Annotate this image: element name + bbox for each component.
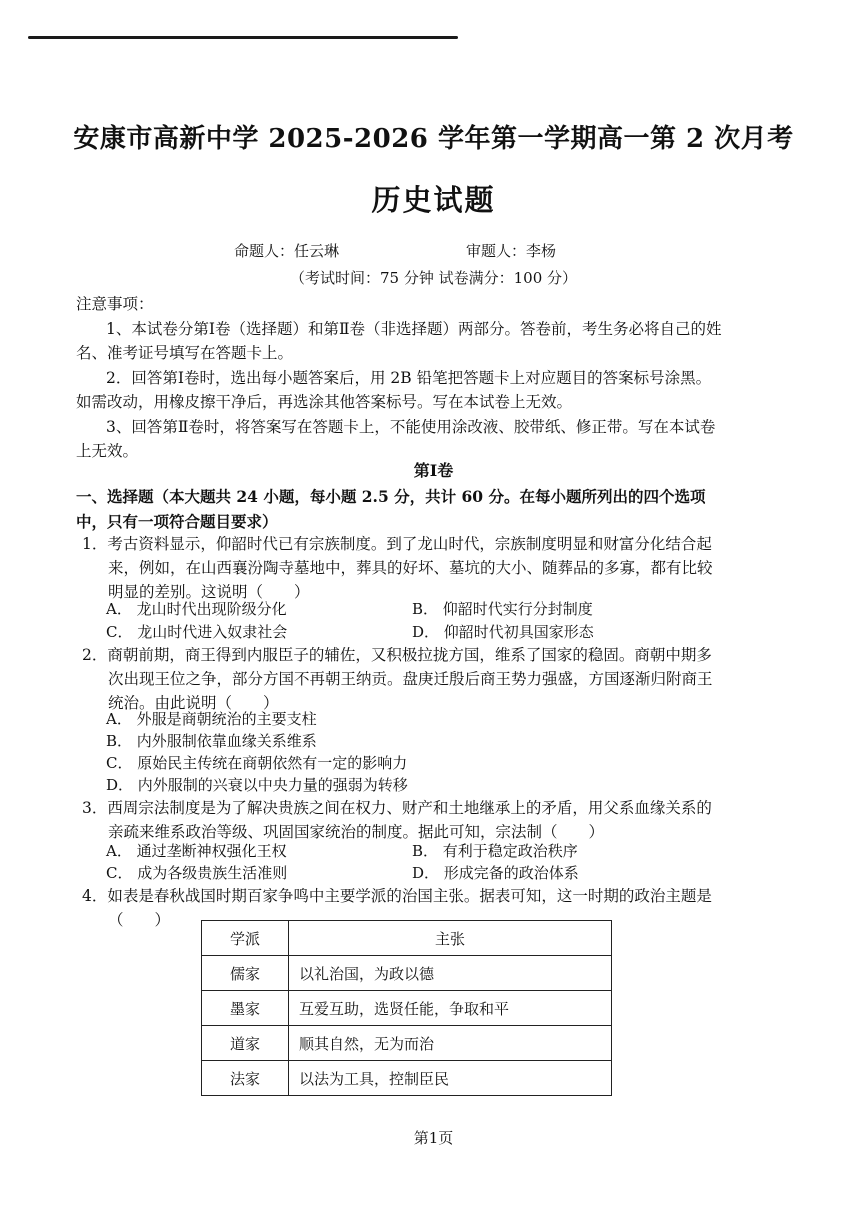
question-4-stem: 4．如表是春秋战国时期百家争鸣中主要学派的治国主张。据表可知，这一时期的政治主题是（ ） xyxy=(82,887,712,929)
exam-title: 安康市高新中学 2025-2026 学年第一学期高一第 2 次月考 xyxy=(73,124,794,154)
question-3-option-a: A． 通过垄断神权强化王权 xyxy=(106,842,287,860)
table-cell-school: 墨家 xyxy=(202,991,289,1026)
exam-info: （考试时间：75 分钟 试卷满分：100 分） xyxy=(289,269,578,287)
page-number: 第1页 xyxy=(413,1129,454,1147)
part-title: 第Ⅰ卷 xyxy=(413,461,454,480)
table-cell-claim: 以礼治国，为政以德 xyxy=(289,956,612,991)
notes-item-1: 1、本试卷分第Ⅰ卷（选择题）和第Ⅱ卷（非选择题）两部分。答卷前，考生务必将自己的姓名、准考证号填写在答题卡上。 xyxy=(76,319,722,362)
question-2 xyxy=(82,643,722,715)
section-heading: 一、选择题（本大题共 24 小题，每小题 2.5 分，共计 60 分。在每小题所列出的四个选项中，只有一项符合题目要求） xyxy=(76,487,706,531)
table-row xyxy=(202,991,612,1026)
table-cell-school: 道家 xyxy=(202,1026,289,1061)
question-1-stem: 1．考古资料显示，仰韶时代已有宗族制度。到了龙山时代，宗族制度明显和财富分化结合起来，例如，在山西襄汾陶寺墓地中，葬具的好坏、墓坑的大小、随葬品的多寡，都有比较明显的差别。这说明（ ） xyxy=(82,535,713,601)
author-text: 命题人：任云琳 xyxy=(234,242,340,260)
question-2-option-c: C． 原始民主传统在商朝依然有一定的影响力 xyxy=(106,754,408,772)
question-1-option-c: C． 龙山时代进入奴隶社会 xyxy=(106,623,288,641)
question-1-option-a: A． 龙山时代出现阶级分化 xyxy=(106,600,287,618)
question-3-option-c: C． 成为各级贵族生活准则 xyxy=(106,864,288,882)
table-cell-claim: 以法为工具，控制臣民 xyxy=(289,1061,612,1096)
table-cell-claim: 顺其自然，无为而治 xyxy=(289,1026,612,1061)
question-2-stem: 2．商朝前期，商王得到内服臣子的辅佐，又积极拉拢方国，维系了国家的稳固。商朝中期多次出现王位之争，部分方国不再朝王纳贡。盘庚迁殷后商王势力强盛，方国逐渐归附商王统治。由此说明（ ） xyxy=(82,646,713,712)
question-3 xyxy=(82,796,722,844)
reviewer-text: 审题人：李杨 xyxy=(466,242,557,260)
subject-title: 历史试题 xyxy=(371,183,496,217)
table-cell-school: 法家 xyxy=(202,1061,289,1096)
table-header-row xyxy=(202,921,612,956)
table-row xyxy=(202,1061,612,1096)
question-2-option-b: B． 内外服制依靠血缘关系维系 xyxy=(106,732,317,750)
question-1 xyxy=(82,532,722,604)
table-cell-school: 儒家 xyxy=(202,956,289,991)
question-2-option-d: D． 内外服制的兴衰以中央力量的强弱为转移 xyxy=(106,776,408,794)
table-header-school: 学派 xyxy=(202,921,289,956)
question-3-option-d: D． 形成完备的政治体系 xyxy=(412,864,579,882)
table-row xyxy=(202,956,612,991)
table-row xyxy=(202,1026,612,1061)
notes-item-3: 3、回答第Ⅱ卷时，将答案写在答题卡上，不能使用涂改液、胶带纸、修正带。写在本试卷上无效。 xyxy=(76,417,716,460)
table-header-claim: 主张 xyxy=(289,921,612,956)
notes-block xyxy=(76,292,726,464)
notes-heading: 注意事项： xyxy=(76,295,154,313)
table-cell-claim: 互爱互助，选贤任能，争取和平 xyxy=(289,991,612,1026)
question-1-option-d: D． 仰韶时代初具国家形态 xyxy=(412,623,594,641)
notes-item-2: 2．回答第Ⅰ卷时，选出每小题答案后，用 2B 铅笔把答题卡上对应题目的答案标号涂黑。如需改动，用橡皮擦干净后，再选涂其他答案标号。写在本试卷上无效。 xyxy=(76,368,712,411)
question-3-stem: 3．西周宗法制度是为了解决贵族之间在权力、财产和土地继承上的矛盾，用父系血缘关系的亲疏来维系政治等级、巩固国家统治的制度。据此可知，宗法制（ ） xyxy=(82,799,712,841)
top-scan-line xyxy=(28,36,458,39)
question-2-option-a: A． 外服是商朝统治的主要支柱 xyxy=(106,710,317,728)
schools-table xyxy=(201,920,612,1096)
question-3-option-b: B． 有利于稳定政治秩序 xyxy=(412,842,578,860)
question-1-option-b: B． 仰韶时代实行分封制度 xyxy=(412,600,593,618)
